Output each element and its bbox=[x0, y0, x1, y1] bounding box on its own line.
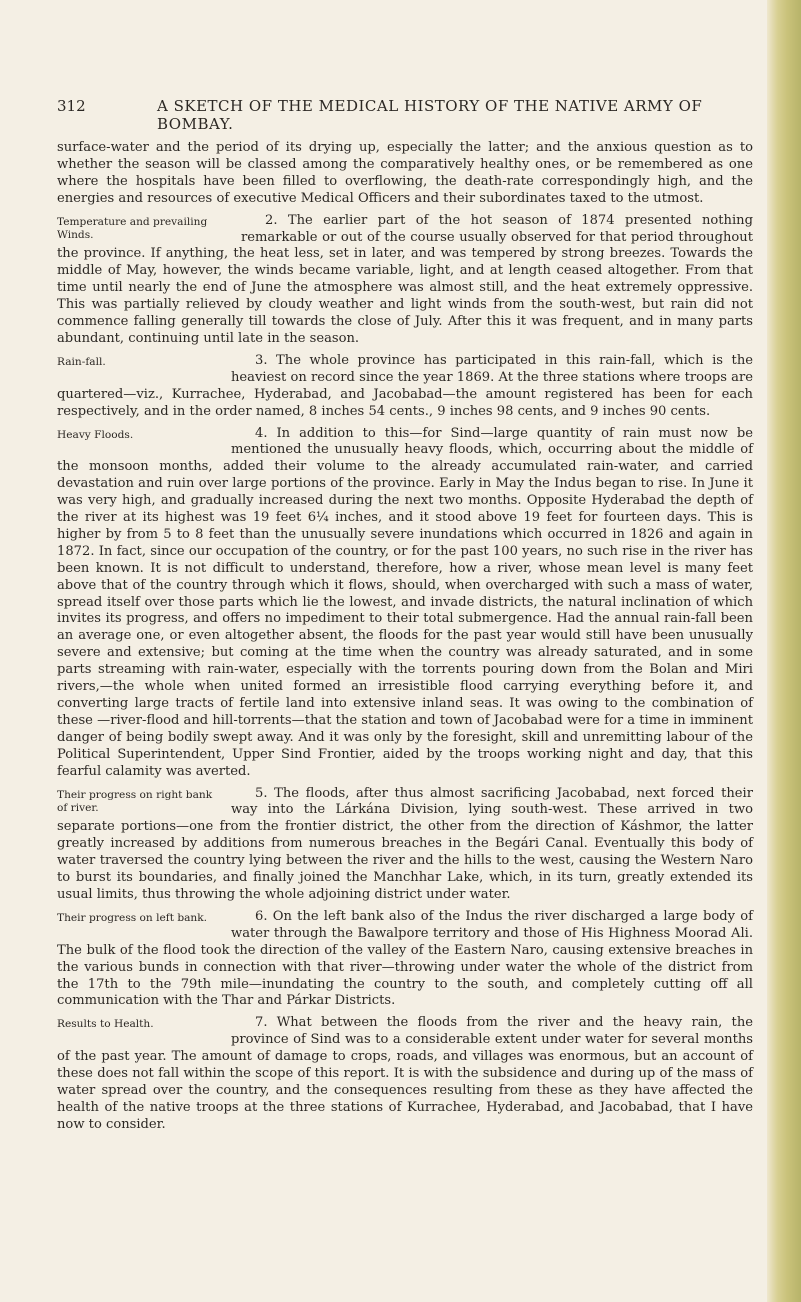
margin-note-rainfall: Rain-fall. bbox=[57, 355, 106, 368]
body-text bbox=[57, 140, 753, 1139]
margin-note-floods: Heavy Floods. bbox=[57, 428, 134, 441]
paragraph-text: 7. What between the floods from the river and the heavy rain, the province of Sind was to a considerable extent under water for several months of the past year. The amount of damage to crops, roads, and villages was enormous, but an account of these does not fall within the scope of this report. It is with the subsidence and during up of the mass of water spread over the country, and the consequences resulting from these as they have affected the health of the native troops at the three stations of Kurrachee, Hyderabad, and Jacobabad, that I have now to consider. bbox=[57, 1015, 753, 1132]
page-header bbox=[57, 97, 747, 133]
paragraph-text: 2. The earlier part of the hot season of 1874 presented nothing remarkable or out of the course usually observed for that period throughout the province. If anything, the heat less, set in later, and was tempered by strong breezes. Towards the middle of May, however, the winds became variable, light, and at length ceased altogether. From that time until nearly the end of June the atmosphere was almost still, and the heat extremely oppressive. This was partially relieved by cloudy weather and light winds from the south-west, but rain did not commence falling generally till towards the close of July. After this it was frequent, and in many parts abundant, continuing until late in the season. bbox=[57, 212, 753, 346]
paragraph-2 bbox=[57, 213, 753, 348]
paragraph-continuation bbox=[57, 140, 753, 208]
paragraph-text: surface-water and the period of its drying up, especially the latter; and the anxious question as to whether the season will be classed among the comparatively healthy ones, or be remembered as one where the hospitals have been filled to overflowing, the death-rate correspondingly high, and the energies and resources of executive Medical Officers and their subordinates taxed to the utmost. bbox=[57, 140, 753, 206]
paragraph-6 bbox=[57, 909, 753, 1010]
margin-note-temperature: Temperature and prevailing Winds. bbox=[57, 215, 208, 241]
running-title: A SKETCH OF THE MEDICAL HISTORY OF THE NATIVE ARMY OF BOMBAY. bbox=[157, 97, 703, 133]
margin-note-health: Results to Health. bbox=[57, 1018, 154, 1031]
paragraph-3 bbox=[57, 353, 753, 421]
paragraph-7 bbox=[57, 1015, 753, 1133]
paragraph-text: 3. The whole province has participated in this rain-fall, which is the heaviest on record since the year 1869. At the three stations where troops are quartered—viz., Kurrachee, Hyderabad, and Jacobabad—the amount registered has been for each respectively, and in the order named, 8 inches 54 cents., 9 inches 98 cents, and 9 inches 90 cents. bbox=[57, 352, 753, 419]
paragraph-text: 6. On the left bank also of the Indus the river discharged a large body of water through the Bawalpore territory and those of His Highness Moorad Ali. The bulk of the flood took the direction of the valley of the Eastern Naro, causing extensive breaches in the various bunds in connection with that river—throwing under water the whole of the district from the 17th to the 79th mile—inundating the country to the south, and completely cutting off all communication with the Thar and Párkar Districts. bbox=[57, 908, 753, 1009]
paragraph-text: 5. The floods, after thus almost sacrificing Jacobabad, next forced their way into the Lárkána Division, lying south-west. These arrived in two separate portions—one from the frontier district, the other from the direction of Káshmor, the latter greatly increased by additions from numerous breaches in the Begári Canal. Eventually this body of water traversed the country lying between the river and the hills to the west, causing the Western Naro to burst its boundaries, and finally joined the Manchhar Lake, which, in its turn, greatly extended its usual limits, thus throwing the whole adjoining district under water. bbox=[57, 785, 753, 902]
paragraph-5 bbox=[57, 786, 753, 904]
margin-note-right-bank: Their progress on right bank of river. bbox=[57, 788, 213, 814]
paragraph-4 bbox=[57, 426, 753, 781]
paragraph-text: 4. In addition to this—for Sind—large quantity of rain must now be mentioned the unusually heavy floods, which, occurring about the middle of the monsoon months, added their volume to the already accumulated rain-water, and carried devastation and ruin over large portions of the province. Early in May the Indus began to rise. In June it was very high, and gradually increased during the next two months. Opposite Hyderabad the depth of the river at its highest was 19 feet 6¼ inches, and it stood above 19 feet for fourteen days. This is higher by from 5 to 8 feet than the unusually severe inundations which occurred in 1826 and again in 1872. In fact, since our occupation of the country, or for the past 100 years, no such rise in the river has been known. It is not difficult to understand, therefore, how a river, whose mean level is many feet above that of the country through which it flows, should, when overcharged with such a mass of water, spread itself over those parts which lie the lowest, and invade districts, the natural inclination of which invites its progress, and offers no impediment to their total submergence. Had the annual rain-fall been an average one, or even altogether absent, the floods for the past year would still have been unusually severe and extensive; but coming at the time when the country was already saturated, and in some parts streaming with rain-water, especially with the torrents pouring down from the Bolan and Miri rivers,—the whole when united formed an irresistible flood carrying everything before it, and converting large tracts of fertile land into extensive inland seas. It was owing to the combination of these —river-flood and hill-torrents—that the station and town of Jacobabad were for a time in imminent danger of being bodily swept away. And it was only by the foresight, skill and unremitting labour of the Political Superintendent, Upper Sind Frontier, aided by the troops working night and day, that this fearful calamity was averted. bbox=[57, 425, 753, 779]
margin-note-left-bank: Their progress on left bank. bbox=[57, 911, 208, 924]
page-number: 312 bbox=[57, 97, 86, 115]
page-edge-shading bbox=[767, 0, 801, 1302]
